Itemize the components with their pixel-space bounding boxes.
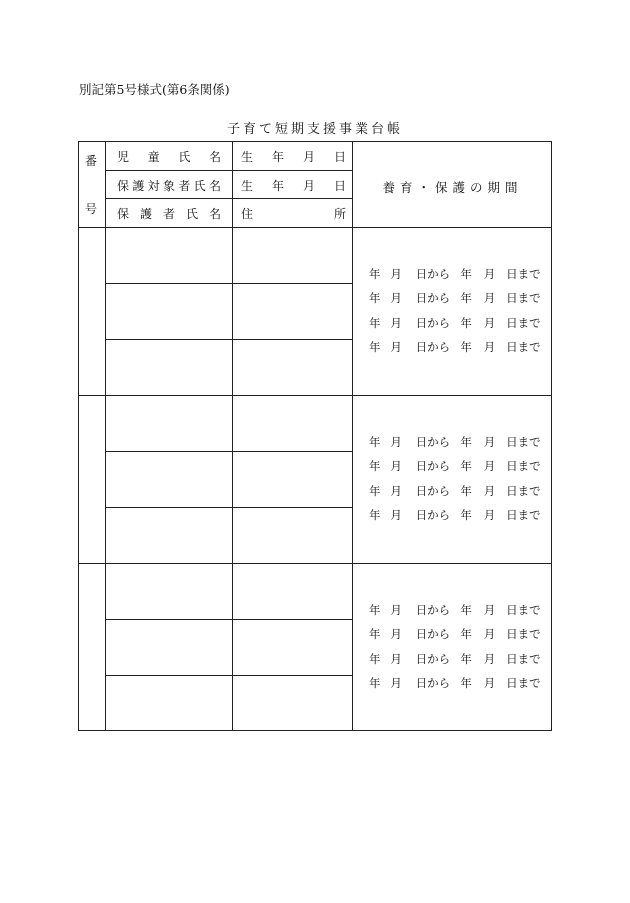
ledger-table (78, 141, 552, 731)
period-line: 年 月 日から 年 月 日まで (369, 267, 541, 281)
period-line: 年 月 日から 年 月 日まで (369, 603, 541, 617)
number-header-char: 号 (85, 202, 98, 216)
period-line: 年 月 日から 年 月 日まで (369, 339, 541, 354)
period-line: 年 月 日から 年 月 日まで (369, 459, 541, 474)
period-line: 年 月 日から 年 月 日まで (369, 675, 541, 690)
period-line: 年 月 日から 年 月 日まで (369, 627, 541, 642)
header-guardian-name: 保 護 者 氏 名 (117, 207, 221, 221)
period-lines-group-1 (369, 262, 545, 359)
header-child-name: 児 童 氏 名 (117, 150, 221, 164)
period-line: 年 月 日から 年 月 日まで (369, 315, 541, 330)
period-line: 年 月 日から 年 月 日まで (369, 507, 541, 522)
period-lines-group-3 (369, 598, 545, 695)
header-row-line (105, 170, 353, 171)
period-line: 年 月 日から 年 月 日まで (369, 291, 541, 306)
group-separator (79, 563, 551, 564)
col-divider-number (105, 142, 106, 730)
period-lines-group-2 (369, 430, 545, 527)
header-protected-person-name: 保 護 対 象 者 氏 名 (117, 179, 221, 193)
entry-row-line (105, 619, 353, 620)
col-divider-name (232, 142, 233, 730)
header-birthdate: 生 年 月 日 (241, 179, 346, 193)
header-period: 養育・保護の期間 (382, 180, 523, 195)
period-line: 年 月 日から 年 月 日まで (369, 435, 541, 449)
period-line: 年 月 日から 年 月 日まで (369, 651, 541, 666)
header-birthdate: 生 年 月 日 (241, 150, 346, 164)
entry-row-line (105, 339, 353, 340)
period-line: 年 月 日から 年 月 日まで (369, 483, 541, 498)
header-address: 住 所 (241, 207, 346, 221)
entry-row-line (105, 283, 353, 284)
entry-row-line (105, 451, 353, 452)
header-row-line (105, 198, 353, 199)
ledger-title: 子育て短期支援事業台帳 (226, 122, 403, 137)
col-divider-birth (352, 142, 353, 730)
header-bottom-line (79, 227, 551, 228)
group-separator (79, 395, 551, 396)
entry-row-line (105, 675, 353, 676)
form-id: 別記第5号様式(第6条関係) (79, 82, 230, 97)
entry-row-line (105, 507, 353, 508)
number-header-char: 番 (85, 154, 98, 168)
